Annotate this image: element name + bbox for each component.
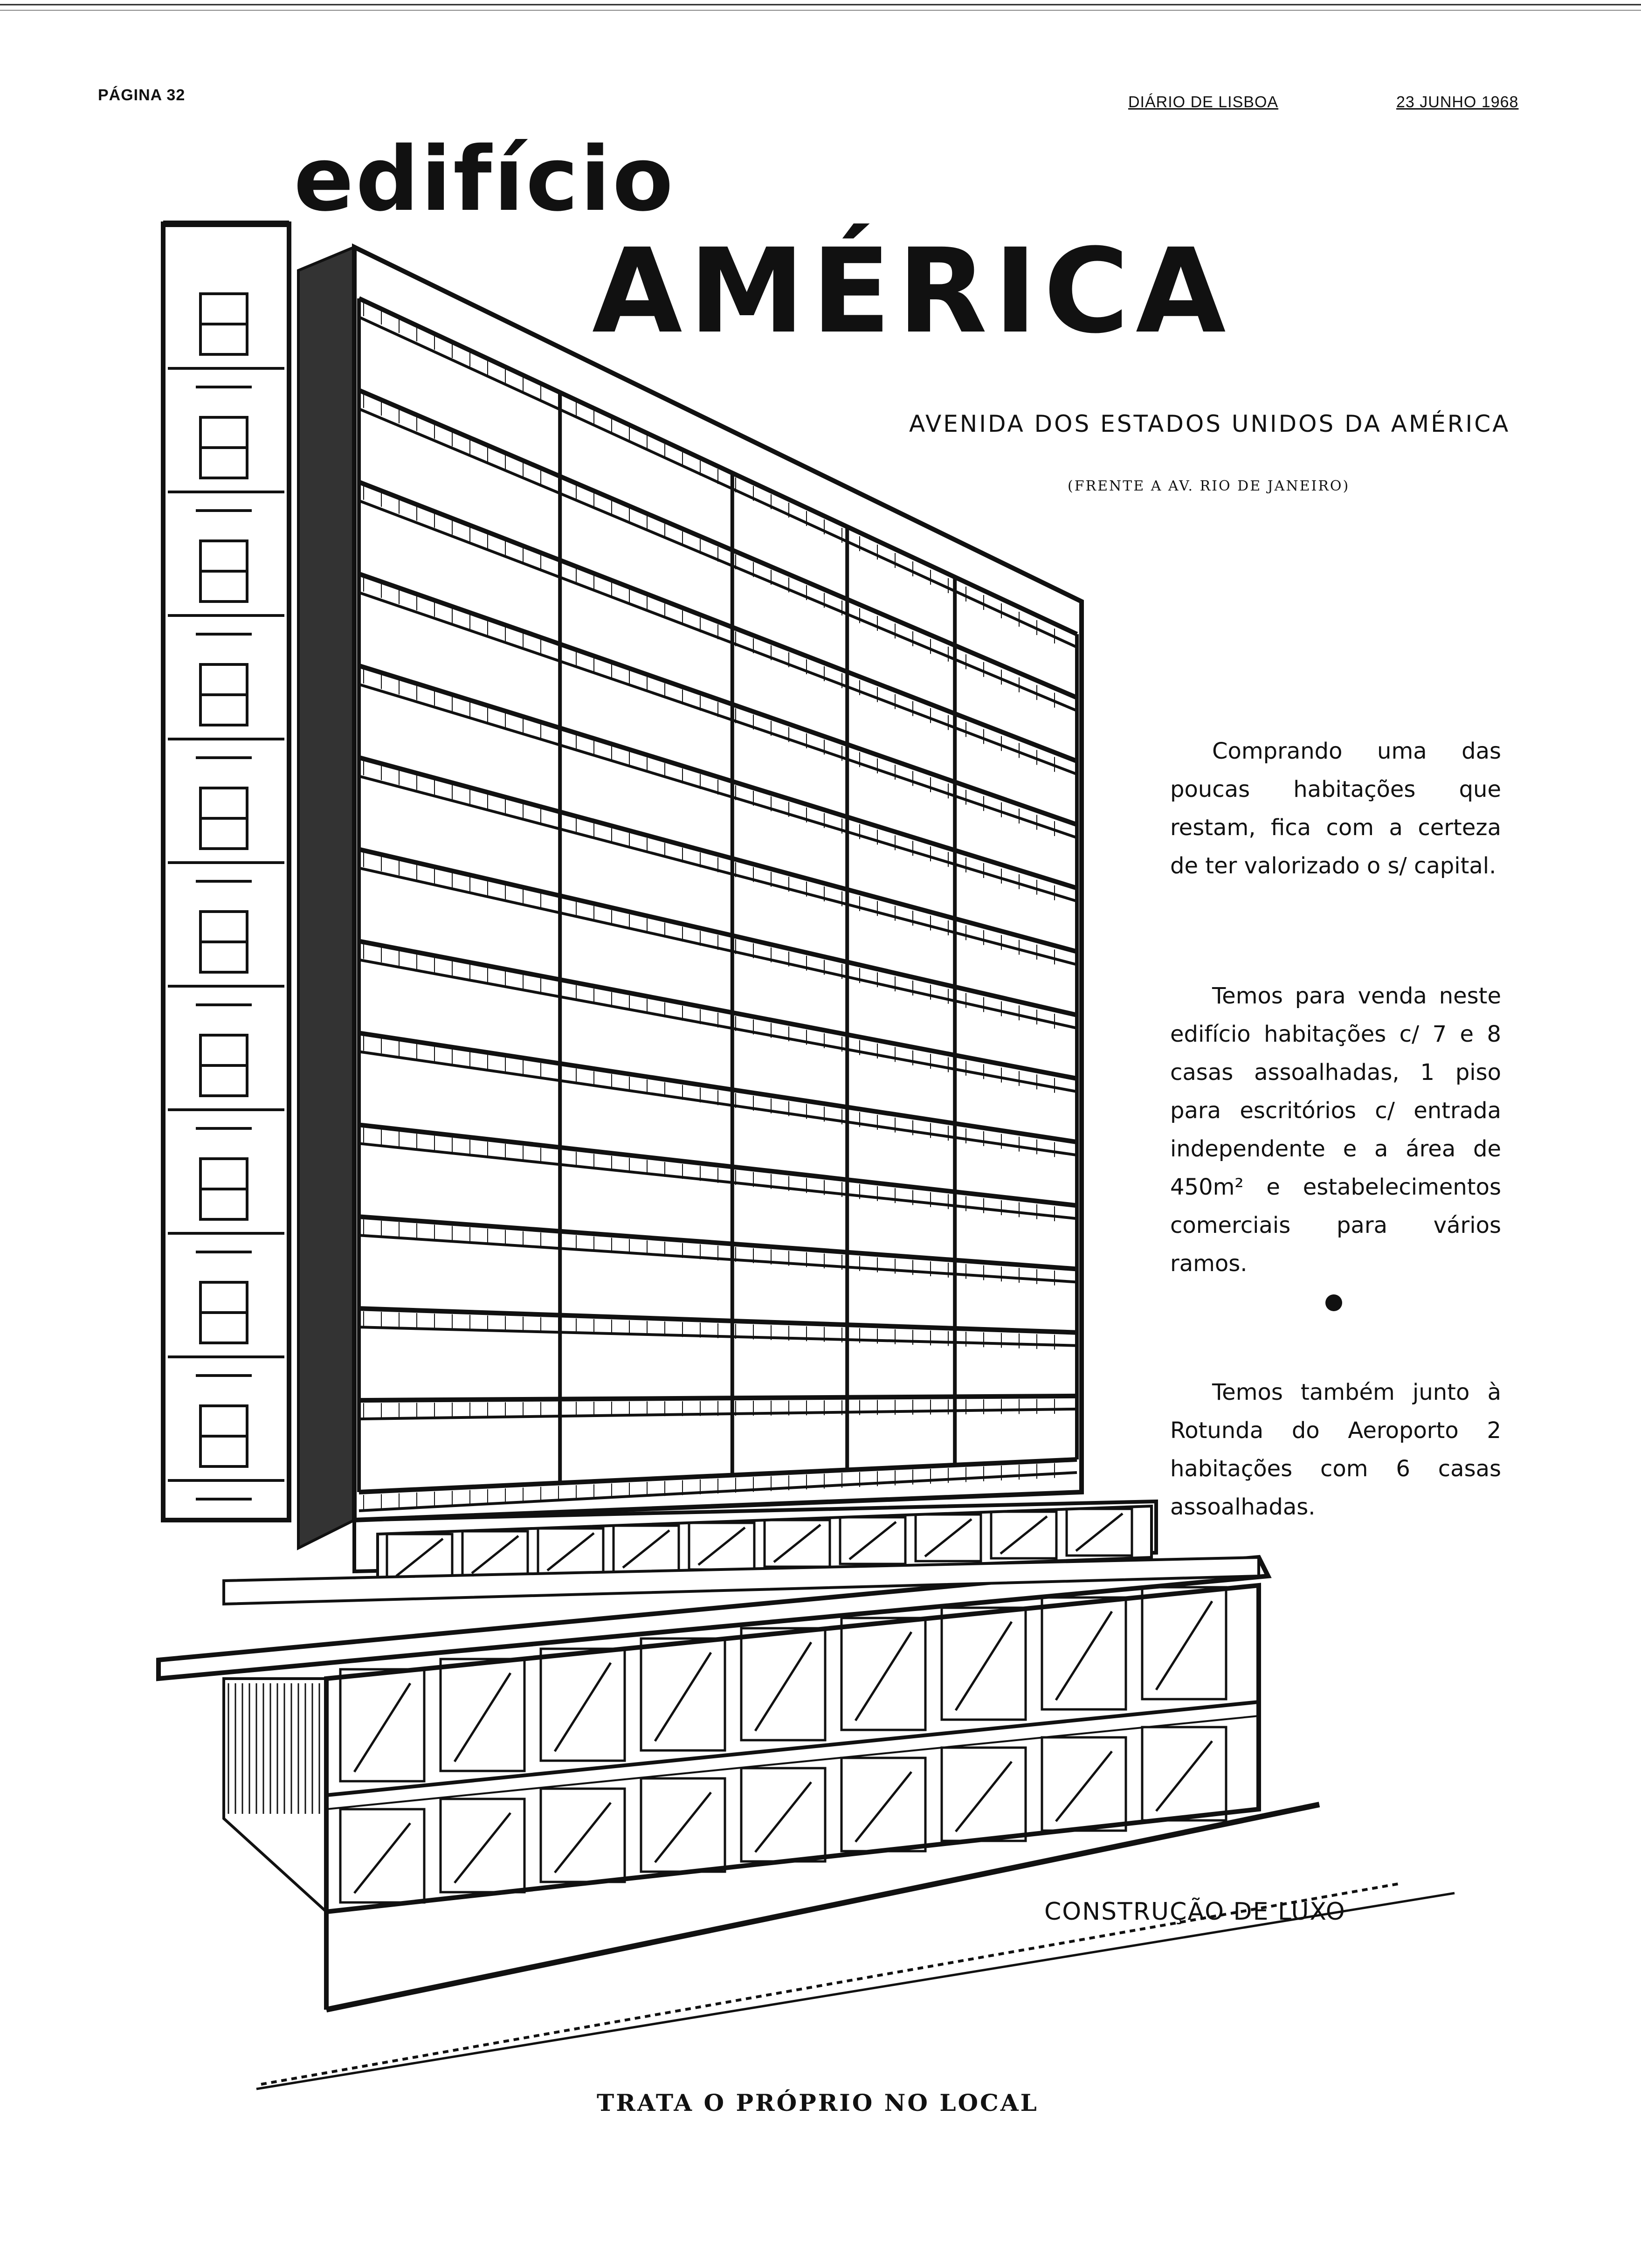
glass-hatch	[1056, 1751, 1112, 1821]
ad-title-edificio: edifício	[294, 128, 676, 231]
glass-hatch	[755, 1642, 811, 1731]
glass-hatch	[455, 1813, 510, 1883]
construction-note: CONSTRUÇÃO DE LUXO	[1044, 1898, 1346, 1926]
shop-window-lower	[1042, 1737, 1126, 1831]
address-line: AVENIDA DOS ESTADOS UNIDOS DA AMÉRICA	[909, 410, 1510, 437]
glass-hatch	[354, 1683, 410, 1772]
glass-hatch	[555, 1803, 611, 1873]
shop-window-upper	[841, 1618, 925, 1730]
glass-hatch	[956, 1762, 1012, 1832]
contact-line: TRATA O PRÓPRIO NO LOCAL	[597, 2089, 1039, 2116]
floor-slab	[359, 482, 1077, 761]
page-number: PÁGINA 32	[98, 86, 186, 104]
shop-window-upper	[942, 1608, 1026, 1720]
floor-slab	[359, 941, 1077, 1079]
shop-window-upper	[541, 1649, 625, 1761]
issue-date: 23 JUNHO 1968	[1396, 93, 1519, 111]
glass-hatch	[655, 1792, 711, 1862]
glass-hatch	[855, 1772, 911, 1842]
glass-hatch	[755, 1782, 811, 1852]
shop-window-upper	[741, 1628, 825, 1740]
shop-window-lower	[541, 1789, 625, 1882]
shop-window-lower	[741, 1768, 825, 1861]
ad-title-america: AMÉRICA	[592, 223, 1233, 359]
floor-slab	[359, 1396, 1077, 1400]
paragraph-venda: Temos para venda neste edifício habitações c/ 7 e 8 casas assoalhadas, 1 piso para escritórios c/ entrada independente e a área de 450m² e estabelecimentos comerciais para vários ramos.	[1170, 983, 1501, 1277]
glass-hatch	[354, 1823, 410, 1893]
glass-hatch	[855, 1632, 911, 1721]
glass-hatch	[956, 1622, 1012, 1710]
shop-window-upper	[1142, 1587, 1226, 1699]
glass-hatch	[1156, 1601, 1212, 1690]
shop-window-upper	[441, 1659, 524, 1771]
shop-window-upper	[641, 1639, 725, 1750]
shop-window-lower	[942, 1748, 1026, 1841]
shop-window-lower	[441, 1799, 524, 1892]
address-note: (FRENTE A AV. RIO DE JANEIRO)	[1068, 478, 1350, 494]
glass-hatch	[1156, 1741, 1212, 1811]
glass-hatch	[1056, 1611, 1112, 1700]
shop-window-upper	[340, 1669, 424, 1781]
shop-window-upper	[1042, 1597, 1126, 1709]
paragraph-rotunda: Temos também junto à Rotunda do Aeroporto 2 habitações com 6 casas assoalhadas.	[1170, 1379, 1501, 1520]
floor-slab	[359, 1125, 1077, 1205]
glass-hatch	[555, 1663, 611, 1751]
floor-slab	[359, 850, 1077, 1015]
paragraph-valorizacao: Comprando uma das poucas habitações que restam, fica com a certeza de ter valorizado o s/ capital.	[1170, 738, 1501, 879]
glass-hatch	[655, 1653, 711, 1741]
shop-window-lower	[841, 1758, 925, 1851]
shop-window-lower	[641, 1778, 725, 1872]
bullet-dot	[1325, 1294, 1342, 1311]
shop-window-lower	[1142, 1727, 1226, 1820]
newspaper-name: DIÁRIO DE LISBOA	[1128, 93, 1279, 111]
floor-slab	[359, 1033, 1077, 1142]
shop-window-lower	[340, 1809, 424, 1902]
glass-hatch	[455, 1673, 510, 1762]
